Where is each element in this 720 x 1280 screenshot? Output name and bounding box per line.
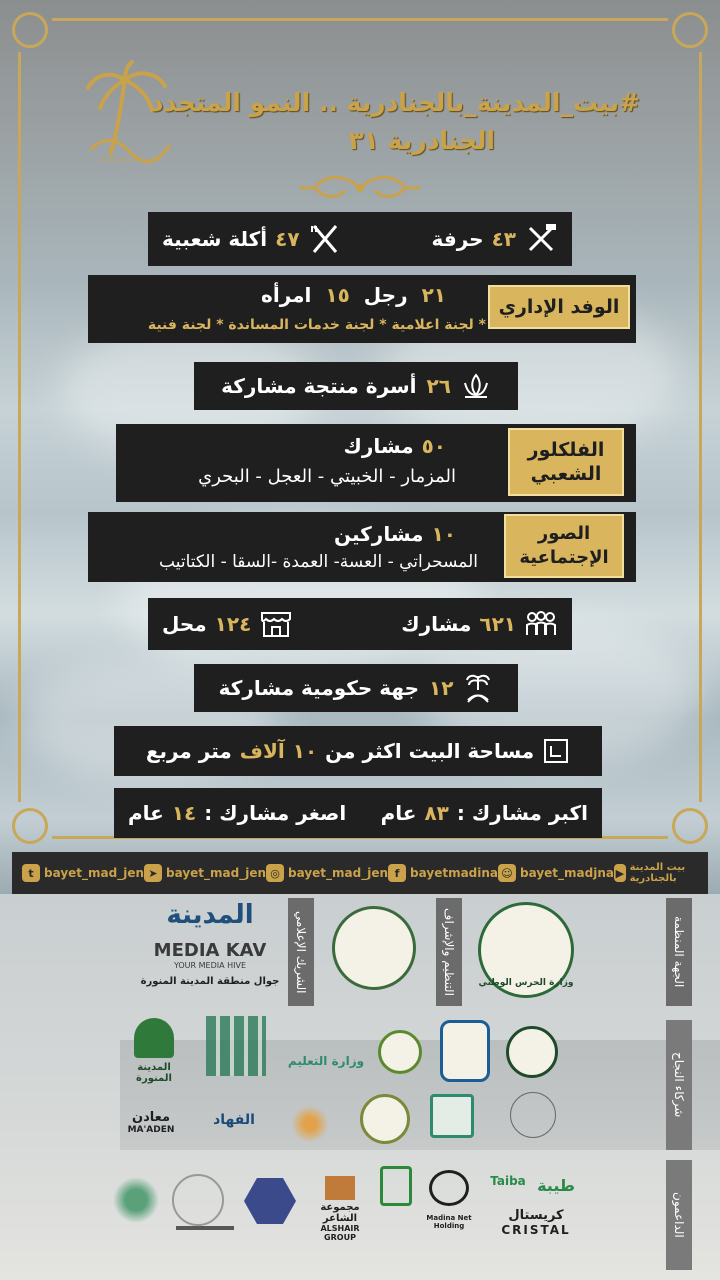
admin-counts [261, 283, 446, 307]
social-images-label-line1: الصور [537, 523, 591, 544]
snapchat-link[interactable] [498, 864, 614, 882]
women-label: امرأه [261, 283, 312, 307]
crafts-food-box [148, 212, 572, 266]
area-text-a: مساحة البيت اكثر من [325, 739, 535, 763]
social-images-number: ١٠ [431, 522, 456, 546]
shops-label: محل [162, 612, 207, 636]
partner-seal-3-icon [378, 1030, 422, 1074]
snapchat-handle: bayet_madjna [520, 866, 614, 880]
youngest-stat [128, 801, 346, 825]
supporters-side-label: الداعمون [666, 1160, 692, 1270]
madina-logo-text: المدينة [166, 900, 254, 930]
madina-net-icon [429, 1170, 469, 1206]
instagram-link[interactable] [266, 864, 388, 882]
folklore-label [508, 428, 624, 496]
participants-shops-box [148, 598, 572, 650]
telegram-handle: bayet_mad_jen [166, 866, 267, 880]
frame-corner [12, 808, 48, 844]
star-logo-icon [166, 1174, 168, 1176]
dome-icon [134, 1018, 174, 1058]
success-side-label: شركاء النجاح [666, 1020, 692, 1150]
instagram-handle: bayet_mad_jen [288, 866, 389, 880]
twitter-handle: bayet_mad_jen [44, 866, 145, 880]
education-logo-text: وزارة التعليم [287, 1054, 365, 1068]
families-box [194, 362, 518, 410]
hashtag-title: #بيت_المدينة_بالجنادرية .. النمو المتجدد [150, 88, 640, 117]
oldest-unit: عام [380, 801, 417, 825]
men-label: رجل [363, 283, 408, 307]
ages-box [114, 788, 602, 838]
frame-top [52, 18, 668, 21]
social-images-label-line2: الإجتماعية [519, 547, 609, 568]
fork-knife-icon [308, 222, 342, 256]
madina-net-logo [416, 1166, 482, 1242]
twitter-link[interactable] [22, 864, 144, 882]
social-bar [12, 852, 708, 894]
youtube-icon: ▶ [614, 864, 626, 882]
organizer-name: وزارة الحرس الوطني [478, 978, 574, 988]
oldest-number: ٨٣ [424, 801, 449, 825]
crafts-number: ٤٣ [491, 227, 516, 251]
taiba-en-text: Taiba [490, 1174, 526, 1188]
supervision-side-label: التنظيم والإشراف [436, 898, 462, 1006]
social-images-count [334, 522, 456, 546]
frame-corner [672, 808, 708, 844]
gov-entities-box [194, 664, 518, 712]
committees-text: * لجنة اعلامية * لجنة خدمات المساندة * لجنة فنية [147, 317, 486, 333]
oldest-stat [381, 801, 588, 825]
cristal-logo [484, 1208, 588, 1244]
fahad-logo [198, 1112, 270, 1142]
pattern-logo-icon [112, 1174, 160, 1226]
cristal-logo-text-ar: كريستال [508, 1208, 564, 1223]
gov-entities-label: جهة حكومية مشاركة [218, 676, 420, 700]
ornament-icon [290, 170, 430, 206]
supervision-seal-icon [332, 906, 416, 990]
families-number: ٢٦ [426, 374, 451, 398]
youngest-label: اصغر مشارك : [204, 801, 347, 825]
jawal-text: جوال منطقة المدينة المنورة [140, 976, 280, 987]
admin-delegation-label: الوفد الإداري [488, 285, 630, 329]
partner-seal-5-icon [430, 1094, 474, 1138]
madina-dome-logo [120, 1018, 188, 1088]
saudi-emblem-icon [463, 672, 493, 704]
edition-title: الجنادرية ٣١ [348, 126, 495, 155]
organizer-side-label: الجهة المنظمة [666, 898, 692, 1006]
facebook-link[interactable] [388, 864, 498, 882]
flower-logo-icon [288, 1102, 332, 1146]
green-h-logo-icon [380, 1166, 412, 1206]
facebook-icon: f [388, 864, 406, 882]
frame-corner [12, 12, 48, 48]
alshair-text-en: ALSHAIR GROUP [320, 1224, 360, 1242]
crafts-label: حرفة [431, 227, 484, 251]
participants-stat [401, 609, 558, 639]
media-kav-text: MEDIA KAV [153, 940, 267, 961]
participants-label: مشارك [401, 612, 472, 636]
telegram-link[interactable] [144, 864, 266, 882]
families-label: أسرة منتجة مشاركة [221, 374, 417, 398]
social-images-count-label: مشاركين [334, 522, 424, 546]
partner-seal-6-icon [360, 1094, 410, 1144]
alshair-text-ar: مجموعة الشاعر [320, 1202, 360, 1224]
folklore-number: ٥٠ [421, 434, 446, 458]
gov-entities-number: ١٢ [429, 676, 454, 700]
alshair-icon [325, 1176, 355, 1200]
arabesque-logo-icon [172, 1174, 224, 1226]
madina-munawwara-text: المدينة المنورة [136, 1062, 172, 1084]
fahad-logo-text: الفهاد [213, 1112, 255, 1128]
snapchat-icon: ☺ [498, 864, 516, 882]
partner-seal-1-icon [506, 1026, 558, 1078]
participants-number: ٦٢١ [479, 612, 516, 636]
media-hive-text: YOUR MEDIA HIVE [173, 961, 247, 970]
tools-icon [524, 222, 558, 256]
taiba-logo [526, 1166, 586, 1206]
men-number: ٢١ [421, 283, 446, 307]
alshair-logo [304, 1176, 376, 1242]
grid-logo [206, 1016, 266, 1076]
madina-net-text: Madina Net Holding [426, 1214, 472, 1230]
people-icon [524, 609, 558, 639]
lotus-icon [461, 371, 491, 401]
youtube-link[interactable] [614, 862, 698, 884]
maaden-logo-text-en: MA'ADEN [127, 1125, 175, 1135]
oldest-label: اكبر مشارك : [456, 801, 588, 825]
media-partner-logo [140, 900, 280, 1010]
cristal-logo-text-en: CRISTAL [501, 1223, 571, 1237]
header [40, 60, 680, 180]
frame-corner [672, 12, 708, 48]
shops-number: ١٢٤ [214, 612, 252, 636]
area-text-c: متر مربع [145, 739, 232, 763]
partner-seal-2-icon [440, 1020, 490, 1082]
taiba-logo-text: طيبة [537, 1176, 575, 1195]
folklore-count-label: مشارك [343, 434, 414, 458]
media-side-label: الشريك الإعلامي [288, 898, 314, 1006]
folklore-items: المزمار - الخبيتي - العجل - البحري [198, 466, 456, 487]
instagram-icon: ◎ [266, 864, 284, 882]
frame-left [18, 52, 21, 802]
folklore-label-line1: الفلكلور [527, 439, 605, 461]
food-label: أكلة شعبية [162, 227, 268, 251]
youtube-handle: بيت المدينة بالجنادرية [629, 862, 686, 884]
frame-right [699, 52, 702, 802]
folklore-label-line2: الشعبي [530, 463, 602, 485]
area-box [114, 726, 602, 776]
twitter-icon: t [22, 864, 40, 882]
food-number: ٤٧ [275, 227, 300, 251]
shop-icon [259, 609, 293, 639]
youngest-unit: عام [128, 801, 164, 825]
food-stat [162, 222, 342, 256]
shops-stat [162, 609, 293, 639]
women-number: ١٥ [325, 283, 350, 307]
taiba-en-logo [488, 1166, 528, 1196]
area-icon [542, 737, 570, 765]
social-images-label [504, 514, 624, 578]
telegram-icon: ➤ [144, 864, 162, 882]
social-images-items: المسحراتي - العسة- العمدة -السقا - الكتاتيب [159, 552, 478, 572]
partner-seal-4-icon [510, 1092, 556, 1138]
youngest-number: ١٤ [171, 801, 197, 825]
area-text-b: آلاف [239, 739, 285, 763]
facebook-handle: bayetmadina [410, 866, 499, 880]
maaden-logo [116, 1110, 186, 1150]
folklore-count [343, 434, 446, 458]
crafts-stat [431, 222, 558, 256]
education-logo [286, 1030, 366, 1076]
maaden-logo-text-ar: معادن [131, 1110, 171, 1125]
area-number: ١٠ [292, 739, 318, 763]
